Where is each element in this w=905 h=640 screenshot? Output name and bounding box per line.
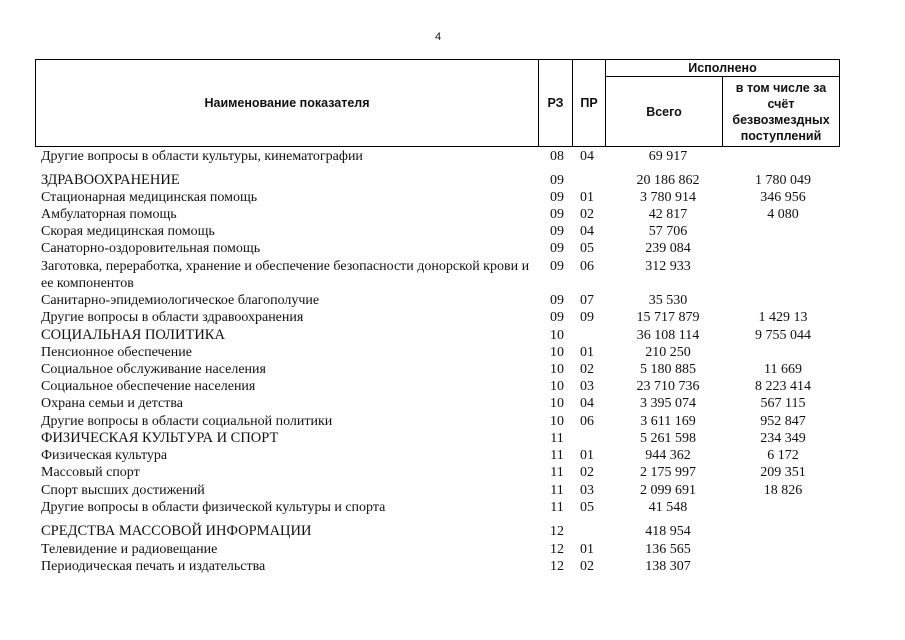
table-row (0, 464, 905, 481)
row-rz: 11 (550, 500, 564, 515)
row-total: 136 565 (645, 542, 691, 557)
row-total: 138 307 (645, 559, 691, 574)
row-rz: 12 (550, 524, 564, 539)
row-rz: 09 (550, 190, 564, 205)
page-number: 4 (434, 31, 442, 43)
row-free: 9 755 044 (755, 328, 811, 343)
row-pr: 04 (580, 149, 594, 164)
header-total: Всего (646, 104, 682, 119)
row-rz: 11 (550, 483, 564, 498)
row-rz: 10 (550, 362, 564, 377)
row-name: Социальное обслуживание населения (41, 362, 266, 377)
row-pr: 01 (580, 345, 594, 360)
row-total: 3 611 169 (640, 414, 696, 429)
row-name: ФИЗИЧЕСКАЯ КУЛЬТУРА И СПОРТ (41, 430, 279, 446)
row-name: Заготовка, переработка, хранение и обеспечение безопасности донорской крови и ее компонентов (41, 259, 530, 291)
row-free: 4 080 (767, 207, 799, 222)
row-total: 2 175 997 (640, 465, 696, 480)
row-name: Спорт высших достижений (41, 483, 205, 498)
section-row (0, 172, 905, 189)
table-row (0, 292, 905, 309)
row-total: 69 917 (648, 149, 688, 164)
table-row (0, 189, 905, 206)
row-rz: 09 (550, 293, 564, 308)
row-name: СРЕДСТВА МАССОВОЙ ИНФОРМАЦИИ (41, 523, 312, 539)
row-rz: 10 (550, 328, 564, 343)
section-row (0, 327, 905, 344)
row-total: 5 180 885 (640, 362, 696, 377)
header-rz: РЗ (547, 96, 564, 110)
row-free: 1 780 049 (755, 173, 811, 188)
row-rz: 09 (550, 207, 564, 222)
row-pr: 02 (580, 465, 594, 480)
section-row (0, 430, 905, 447)
row-total: 2 099 691 (640, 483, 696, 498)
table-row (0, 558, 905, 575)
row-name: Массовый спорт (41, 465, 140, 480)
row-pr: 02 (580, 207, 594, 222)
row-name: Социальное обеспечение населения (41, 379, 256, 394)
row-rz: 12 (550, 559, 564, 574)
row-name: СОЦИАЛЬНАЯ ПОЛИТИКА (41, 327, 225, 343)
row-pr: 01 (580, 542, 594, 557)
row-name: Стационарная медицинская помощь (41, 190, 258, 205)
table-row (0, 541, 905, 558)
row-total: 312 933 (645, 259, 691, 274)
row-rz: 10 (550, 345, 564, 360)
row-name: Другие вопросы в области здравоохранения (41, 310, 304, 325)
row-total: 210 250 (645, 345, 691, 360)
table-row (0, 413, 905, 430)
table-row (0, 499, 905, 516)
row-free: 8 223 414 (755, 379, 811, 394)
row-free: 11 669 (764, 362, 802, 377)
row-pr: 07 (580, 293, 594, 308)
row-name: Другие вопросы в области социальной политики (41, 414, 333, 429)
row-rz: 08 (550, 149, 564, 164)
row-free: 1 429 13 (758, 310, 808, 325)
row-name: ЗДРАВООХРАНЕНИЕ (41, 172, 180, 188)
row-name: Физическая культура (41, 448, 168, 463)
row-rz: 10 (550, 414, 564, 429)
row-rz: 12 (550, 542, 564, 557)
row-total: 3 395 074 (640, 396, 696, 411)
section-row (0, 523, 905, 540)
row-pr: 09 (580, 310, 594, 325)
header-name: Наименование показателя (204, 96, 370, 110)
table-row (0, 344, 905, 361)
row-free: 234 349 (760, 431, 806, 446)
row-name: Скорая медицинская помощь (41, 224, 215, 239)
table-row (0, 395, 905, 412)
row-pr: 06 (580, 259, 594, 274)
row-name: Амбулаторная помощь (41, 207, 177, 222)
row-total: 41 548 (648, 500, 688, 515)
row-name: Телевидение и радиовещание (41, 542, 218, 557)
row-rz: 11 (550, 465, 564, 480)
row-name: Периодическая печать и издательства (41, 559, 266, 574)
row-total: 57 706 (648, 224, 688, 239)
header-executed: Исполнено (688, 61, 757, 75)
row-name: Санитарно-эпидемиологическое благополучие (41, 293, 320, 308)
row-total: 944 362 (645, 448, 691, 463)
row-total: 15 717 879 (636, 310, 700, 325)
row-pr: 05 (580, 500, 594, 515)
row-pr: 02 (580, 362, 594, 377)
table-row (0, 361, 905, 378)
row-free: 209 351 (760, 465, 806, 480)
table-row (0, 309, 905, 326)
row-total: 3 780 914 (640, 190, 696, 205)
row-rz: 09 (550, 259, 564, 274)
row-total: 23 710 736 (636, 379, 700, 394)
row-total: 35 530 (648, 293, 688, 308)
table-row (0, 223, 905, 240)
row-pr: 03 (580, 379, 594, 394)
row-rz: 10 (550, 396, 564, 411)
row-rz: 09 (550, 173, 564, 188)
row-total: 42 817 (648, 207, 688, 222)
header-pr: ПР (580, 96, 598, 110)
row-rz: 09 (550, 310, 564, 325)
row-free: 952 847 (760, 414, 806, 429)
row-pr: 03 (580, 483, 594, 498)
row-total: 5 261 598 (640, 431, 696, 446)
table-row (0, 447, 905, 464)
row-rz: 09 (550, 241, 564, 256)
row-rz: 09 (550, 224, 564, 239)
row-pr: 02 (580, 559, 594, 574)
row-name: Санаторно-оздоровительная помощь (41, 241, 261, 256)
row-pr: 06 (580, 414, 594, 429)
row-name: Пенсионное обеспечение (41, 345, 192, 360)
row-pr: 05 (580, 241, 594, 256)
table-row (0, 148, 905, 165)
row-pr: 01 (580, 448, 594, 463)
row-name: Охрана семьи и детства (41, 396, 183, 411)
row-free: 18 826 (763, 483, 803, 498)
row-rz: 11 (550, 448, 564, 463)
row-total: 36 108 114 (636, 328, 700, 343)
row-rz: 11 (550, 431, 564, 446)
row-total: 239 084 (645, 241, 691, 256)
table-row (0, 206, 905, 223)
row-total: 20 186 862 (636, 173, 700, 188)
table-row (0, 482, 905, 499)
row-free: 6 172 (767, 448, 799, 463)
row-pr: 04 (580, 396, 594, 411)
table-row (0, 240, 905, 257)
row-total: 418 954 (645, 524, 691, 539)
row-free: 567 115 (760, 396, 806, 411)
row-rz: 10 (550, 379, 564, 394)
row-name: Другие вопросы в области культуры, кинематографии (41, 149, 363, 164)
header-free: в том числе за счёт безвозмездных поступлений (732, 80, 830, 143)
row-pr: 01 (580, 190, 594, 205)
table-row (0, 378, 905, 395)
table-row (0, 258, 905, 292)
row-pr: 04 (580, 224, 594, 239)
row-free: 346 956 (760, 190, 806, 205)
row-name: Другие вопросы в области физической культуры и спорта (41, 500, 386, 515)
